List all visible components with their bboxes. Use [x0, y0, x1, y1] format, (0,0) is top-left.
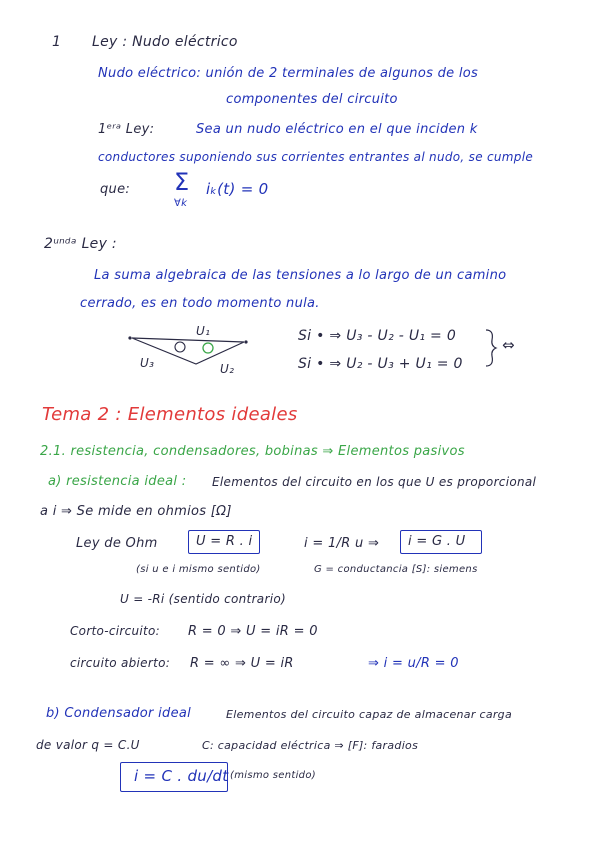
loop-equation-2: Si • ⇒ U₂ - U₃ + U₁ = 0	[298, 356, 463, 372]
summation-subscript: ∀k	[174, 198, 188, 209]
capacitor-note: (mismo sentido)	[230, 770, 316, 781]
conductance-formula: i = G . U	[408, 534, 466, 549]
first-law-label: 1ᵉʳᵃ Ley:	[98, 122, 155, 137]
condensador-text-line1: Elementos del circuito capaz de almacenar carga	[226, 708, 513, 721]
law2-text-line1: La suma algebraica de las tensiones a lo largo de un camino	[94, 268, 507, 283]
tema-title: Tema 2 : Elementos ideales	[42, 404, 298, 425]
short-circuit-formula: R = 0 ⇒ U = iR = 0	[188, 624, 318, 639]
ohm-law-label: Ley de Ohm	[76, 536, 158, 551]
loop-equation-1: Si • ⇒ U₃ - U₂ - U₁ = 0	[298, 328, 457, 344]
voltage-u3-label: U₃	[140, 356, 155, 370]
ohm-formula: U = R . i	[196, 534, 253, 549]
voltage-u2-label: U₂	[220, 362, 235, 376]
condensador-label: b) Condensador ideal	[46, 706, 192, 721]
kirchhoff-current-formula: iₖ(t) = 0	[206, 180, 269, 198]
first-law-text: Sea un nudo eléctrico en el que inciden k	[196, 122, 478, 137]
open-circuit-label: circuito abierto:	[70, 656, 171, 670]
open-circuit-result: ⇒ i = u/R = 0	[368, 656, 459, 671]
summation-icon: Σ	[174, 168, 190, 196]
ohm-note: (si u e i mismo sentido)	[136, 564, 261, 575]
equivalence-icon: ⇔	[502, 336, 515, 354]
resistencia-text-line2: a i ⇒ Se mide en ohmios [Ω]	[40, 504, 232, 519]
open-circuit-formula: R = ∞ ⇒ U = iR	[190, 656, 294, 671]
resistencia-text-line1: Elementos del circuito en los que U es proporcional	[212, 475, 537, 489]
short-circuit-label: Corto-circuito:	[70, 624, 161, 638]
section-number: 1	[52, 34, 62, 50]
capacitance-definition: C: capacidad eléctrica ⇒ [F]: faradios	[202, 739, 419, 752]
voltage-u1-label: U₁	[196, 324, 211, 338]
condensador-text-line2: de valor q = C.U	[36, 738, 140, 752]
law2-text-line2: cerrado, es en todo momento nula.	[80, 296, 320, 311]
law1-definition-line1: Nudo eléctrico: unión de 2 terminales de algunos de los	[98, 66, 479, 81]
resistencia-label: a) resistencia ideal :	[48, 474, 187, 489]
law1-definition-line2: componentes del circuito	[226, 92, 398, 107]
law2-title: 2ᵘⁿᵈᵃ Ley :	[44, 236, 117, 252]
law1-title: Ley : Nudo eléctrico	[92, 34, 238, 50]
capacitor-formula: i = C . du/dt	[134, 767, 229, 785]
conductance-note: G = conductancia [S]: siemens	[314, 564, 478, 575]
current-formula: i = 1/R u ⇒	[304, 536, 380, 551]
ohm-negative-formula: U = -Ri (sentido contrario)	[120, 592, 286, 606]
tema-subtitle: 2.1. resistencia, condensadores, bobinas ⇒ Elementos pasivos	[40, 444, 465, 459]
que-label: que:	[100, 182, 131, 197]
right-brace-icon	[484, 328, 498, 368]
first-law-text-line2: conductores suponiendo sus corrientes entrantes al nudo, se cumple	[98, 150, 534, 164]
